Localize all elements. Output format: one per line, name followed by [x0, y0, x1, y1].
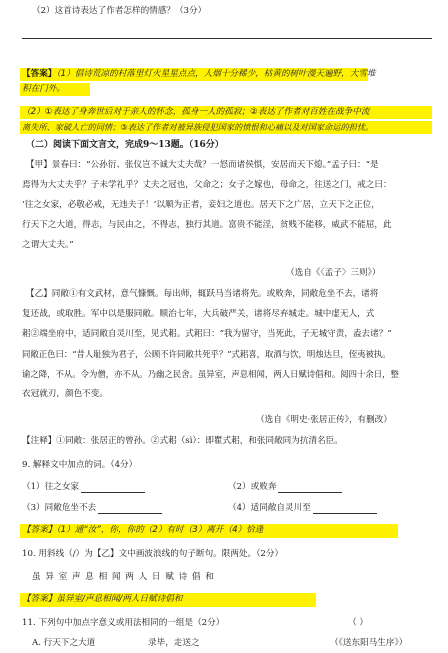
passage-b-line-5: 谕之降，不从。令为僧，亦不从。乃幽之民舍。虽异室，声息相闻，两人日赋诗倡和。阅四十余日，整: [22, 369, 399, 379]
q11-option-a-2: 录毕，走送之: [148, 638, 200, 648]
passage-b-line-3: 耜②端坐府中，适同敞自灵川至，见式耜。式耜曰：“我为留守，当死此，子无城守责，盍去诸？”: [22, 329, 392, 339]
notes: 【注释】①同敞：张居正的曾孙。②式耜（sì）：即瞿式耜，和张同敞同为抗清名臣。: [22, 436, 343, 446]
passage-b-line-1: 【乙】同敞①有文武材，意气慷慨。每出师，辄跃马当诸将先。或败奔，同敞危坐不去，诸将: [26, 289, 379, 299]
passage-b-line-4: 同敞正色曰：“昔人耻独为君子，公顾不许同敞共死乎？”式耜喜，取酒与饮，明烛达旦，侄夷被执。: [22, 349, 391, 359]
question-11: 11. 下列句中加点字意义或用法相同的一组是（2分）: [22, 618, 225, 628]
question-8-2: （2）这首诗表达了作者怎样的情感？（3分）: [32, 6, 207, 16]
passage-a-line-1: 【甲】景春曰：“公孙衍、张仪岂不诚大丈夫哉？一怒而诸侯惧，安居而天下熄。”孟子曰：“是: [26, 160, 379, 170]
source-b: （选自《明史·张居正传》，有删改）: [256, 415, 392, 425]
q10-sentence: 虽 异 室 声 息 相 闻 两 人 日 赋 诗 倡 和: [32, 572, 215, 582]
passage-a-line-5: 之谓大丈夫。”: [22, 240, 74, 250]
section-title: （二）阅读下面文言文，完成9～13题。（16分）: [26, 140, 224, 150]
passage-a-line-3: ‘往之女家，必敬必戒，无违夫子！’以顺为正者，妾妇之道也。居天下之广居，立天下之正位，: [22, 200, 380, 210]
answer-blank[interactable]: [81, 483, 145, 493]
answer-1-line-3: （2）①表达了身奔世后对于亲人的怀念，孤身一人的孤寂；②表达了作者对百姓在战争中流: [22, 107, 370, 117]
answer-blank[interactable]: [313, 504, 377, 514]
q9-item-2: （2）或败奔: [228, 482, 342, 493]
answer-1-line-4: 离失所、家破人亡的同情；③表达了作者对被异族侵犯国家的愤恨和心痛以及对国家命运的担忧。: [22, 122, 374, 132]
answer-blank[interactable]: [98, 504, 162, 514]
answer-label: 【答案】: [22, 69, 57, 79]
passage-b-line-2: 复还战，或取胜。军中以是服同敞。顺治七年，大兵破严关，诸将尽弃城走。城中虚无人，式: [22, 309, 375, 319]
q9-item-4: （4）适同敞自灵川至: [228, 503, 377, 514]
answer-blank[interactable]: [278, 483, 342, 493]
answer-3: 【答案】虽异室/声息相闻/两人日赋诗倡和: [22, 594, 183, 604]
question-9: 9. 解释文中加点的词。（4分）: [22, 460, 138, 470]
passage-a-line-2: 焉得为大丈夫乎？子未学礼乎？丈夫之冠也，父命之；女子之嫁也，母命之，往送之门，戒之曰：: [22, 180, 392, 190]
passage-b-line-6: 衣冠就刃，颜色不变。: [22, 389, 108, 399]
question-10: 10. 用斜线（/）为【乙】文中画波浪线的句子断句。限两处。（2分）: [22, 549, 284, 559]
q9-item-1: （1）往之女家: [22, 482, 145, 493]
q9-item-3: （3）同敞危坐不去: [22, 503, 162, 514]
q11-answer-paren[interactable]: （ ）: [348, 618, 368, 628]
passage-a-line-4: 行天下之大道，得志，与民由之，不得志，独行其道。富贵不能淫，贫贱不能移，威武不能屈，此: [22, 220, 392, 230]
q11-option-a: A. 行天下之大道: [32, 638, 96, 648]
answer-2: 【答案】（1）通“汝”，你，你的（2）有时（3）离开（4）恰逢: [22, 525, 264, 535]
q11-option-a-source: （《送东阳马生序》）: [330, 638, 408, 648]
answer-1-line-2: 积在门外。: [22, 84, 65, 94]
answer-line: [22, 38, 432, 39]
answer-1-line-1: 【答案】（1）倡诗荒凉的村落里灯火星星点点，人烟十分稀少，枯黄的树叶漫天遍野，大雪堆: [22, 69, 376, 79]
source-a: （选自《〈孟子〉三则》）: [286, 268, 381, 278]
